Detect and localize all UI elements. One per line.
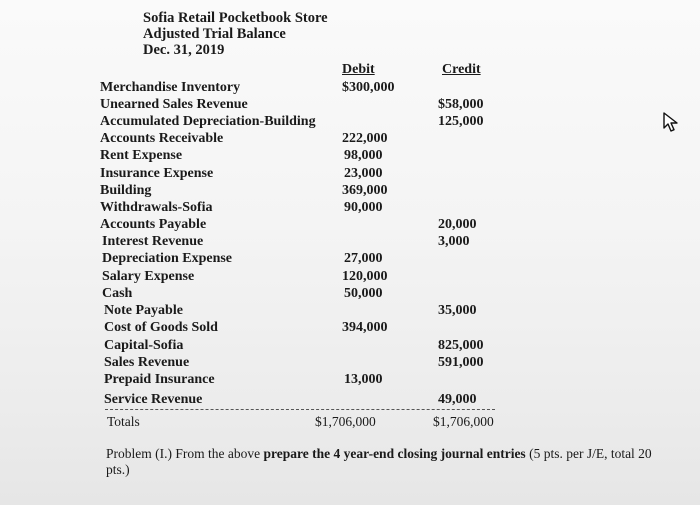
debit-column-header: Debit <box>342 62 375 77</box>
debit-amount: 222,000 <box>342 131 388 146</box>
credit-column-header: Credit <box>442 62 481 77</box>
credit-amount: 3,000 <box>438 234 470 249</box>
credit-amount: 825,000 <box>438 338 484 353</box>
account-name: Interest Revenue <box>102 234 204 249</box>
problem-suffix: (5 pts. per J/E, total 20 pts.) <box>106 446 652 477</box>
credit-amount: $58,000 <box>438 97 484 112</box>
credit-amount: 20,000 <box>438 217 477 232</box>
debit-amount: 13,000 <box>344 372 383 387</box>
account-name: Accounts Payable <box>100 217 207 232</box>
account-name: Unearned Sales Revenue <box>100 97 248 112</box>
account-name: Prepaid Insurance <box>104 372 215 387</box>
report-title: Adjusted Trial Balance <box>143 26 286 42</box>
account-name: Merchandise Inventory <box>100 80 241 95</box>
account-name: Capital-Sofia <box>104 338 184 353</box>
credit-amount: 591,000 <box>438 355 484 370</box>
account-name: Cash <box>102 286 133 301</box>
totals-divider <box>105 409 495 410</box>
problem-prefix: Problem (I.) From the above <box>106 446 264 461</box>
debit-amount: 369,000 <box>342 183 388 198</box>
debit-amount: 23,000 <box>344 166 383 181</box>
account-name: Sales Revenue <box>104 355 190 370</box>
debit-amount: 50,000 <box>344 286 383 301</box>
debit-amount: 120,000 <box>342 269 388 284</box>
debit-amount: 27,000 <box>344 251 383 266</box>
account-name: Cost of Goods Sold <box>104 320 218 335</box>
account-name: Note Payable <box>104 303 183 318</box>
problem-statement <box>106 446 676 478</box>
debit-amount: 90,000 <box>344 200 383 215</box>
account-name: Rent Expense <box>100 148 183 163</box>
account-name: Accumulated Depreciation-Building <box>100 114 316 129</box>
account-name: Withdrawals-Sofia <box>100 200 213 215</box>
account-name: Building <box>100 183 152 198</box>
account-name: Depreciation Expense <box>102 251 233 266</box>
credit-amount: 49,000 <box>438 392 477 407</box>
report-date: Dec. 31, 2019 <box>143 42 225 58</box>
mouse-pointer-icon <box>661 111 683 133</box>
debit-amount: $300,000 <box>342 80 395 95</box>
account-name: Salary Expense <box>102 269 195 284</box>
account-name: Service Revenue <box>104 392 203 407</box>
totals-debit: $1,706,000 <box>315 414 376 429</box>
report-header <box>143 10 328 58</box>
credit-amount: 35,000 <box>438 303 477 318</box>
debit-amount: 394,000 <box>342 320 388 335</box>
account-name: Insurance Expense <box>100 166 214 181</box>
totals-label: Totals <box>107 414 140 429</box>
account-name: Accounts Receivable <box>100 131 224 146</box>
totals-credit: $1,706,000 <box>433 414 494 429</box>
debit-amount: 98,000 <box>344 148 383 163</box>
problem-emphasis: prepare the 4 year-end closing journal entries <box>263 446 526 461</box>
credit-amount: 125,000 <box>438 114 484 129</box>
company-name: Sofia Retail Pocketbook Store <box>143 10 328 26</box>
